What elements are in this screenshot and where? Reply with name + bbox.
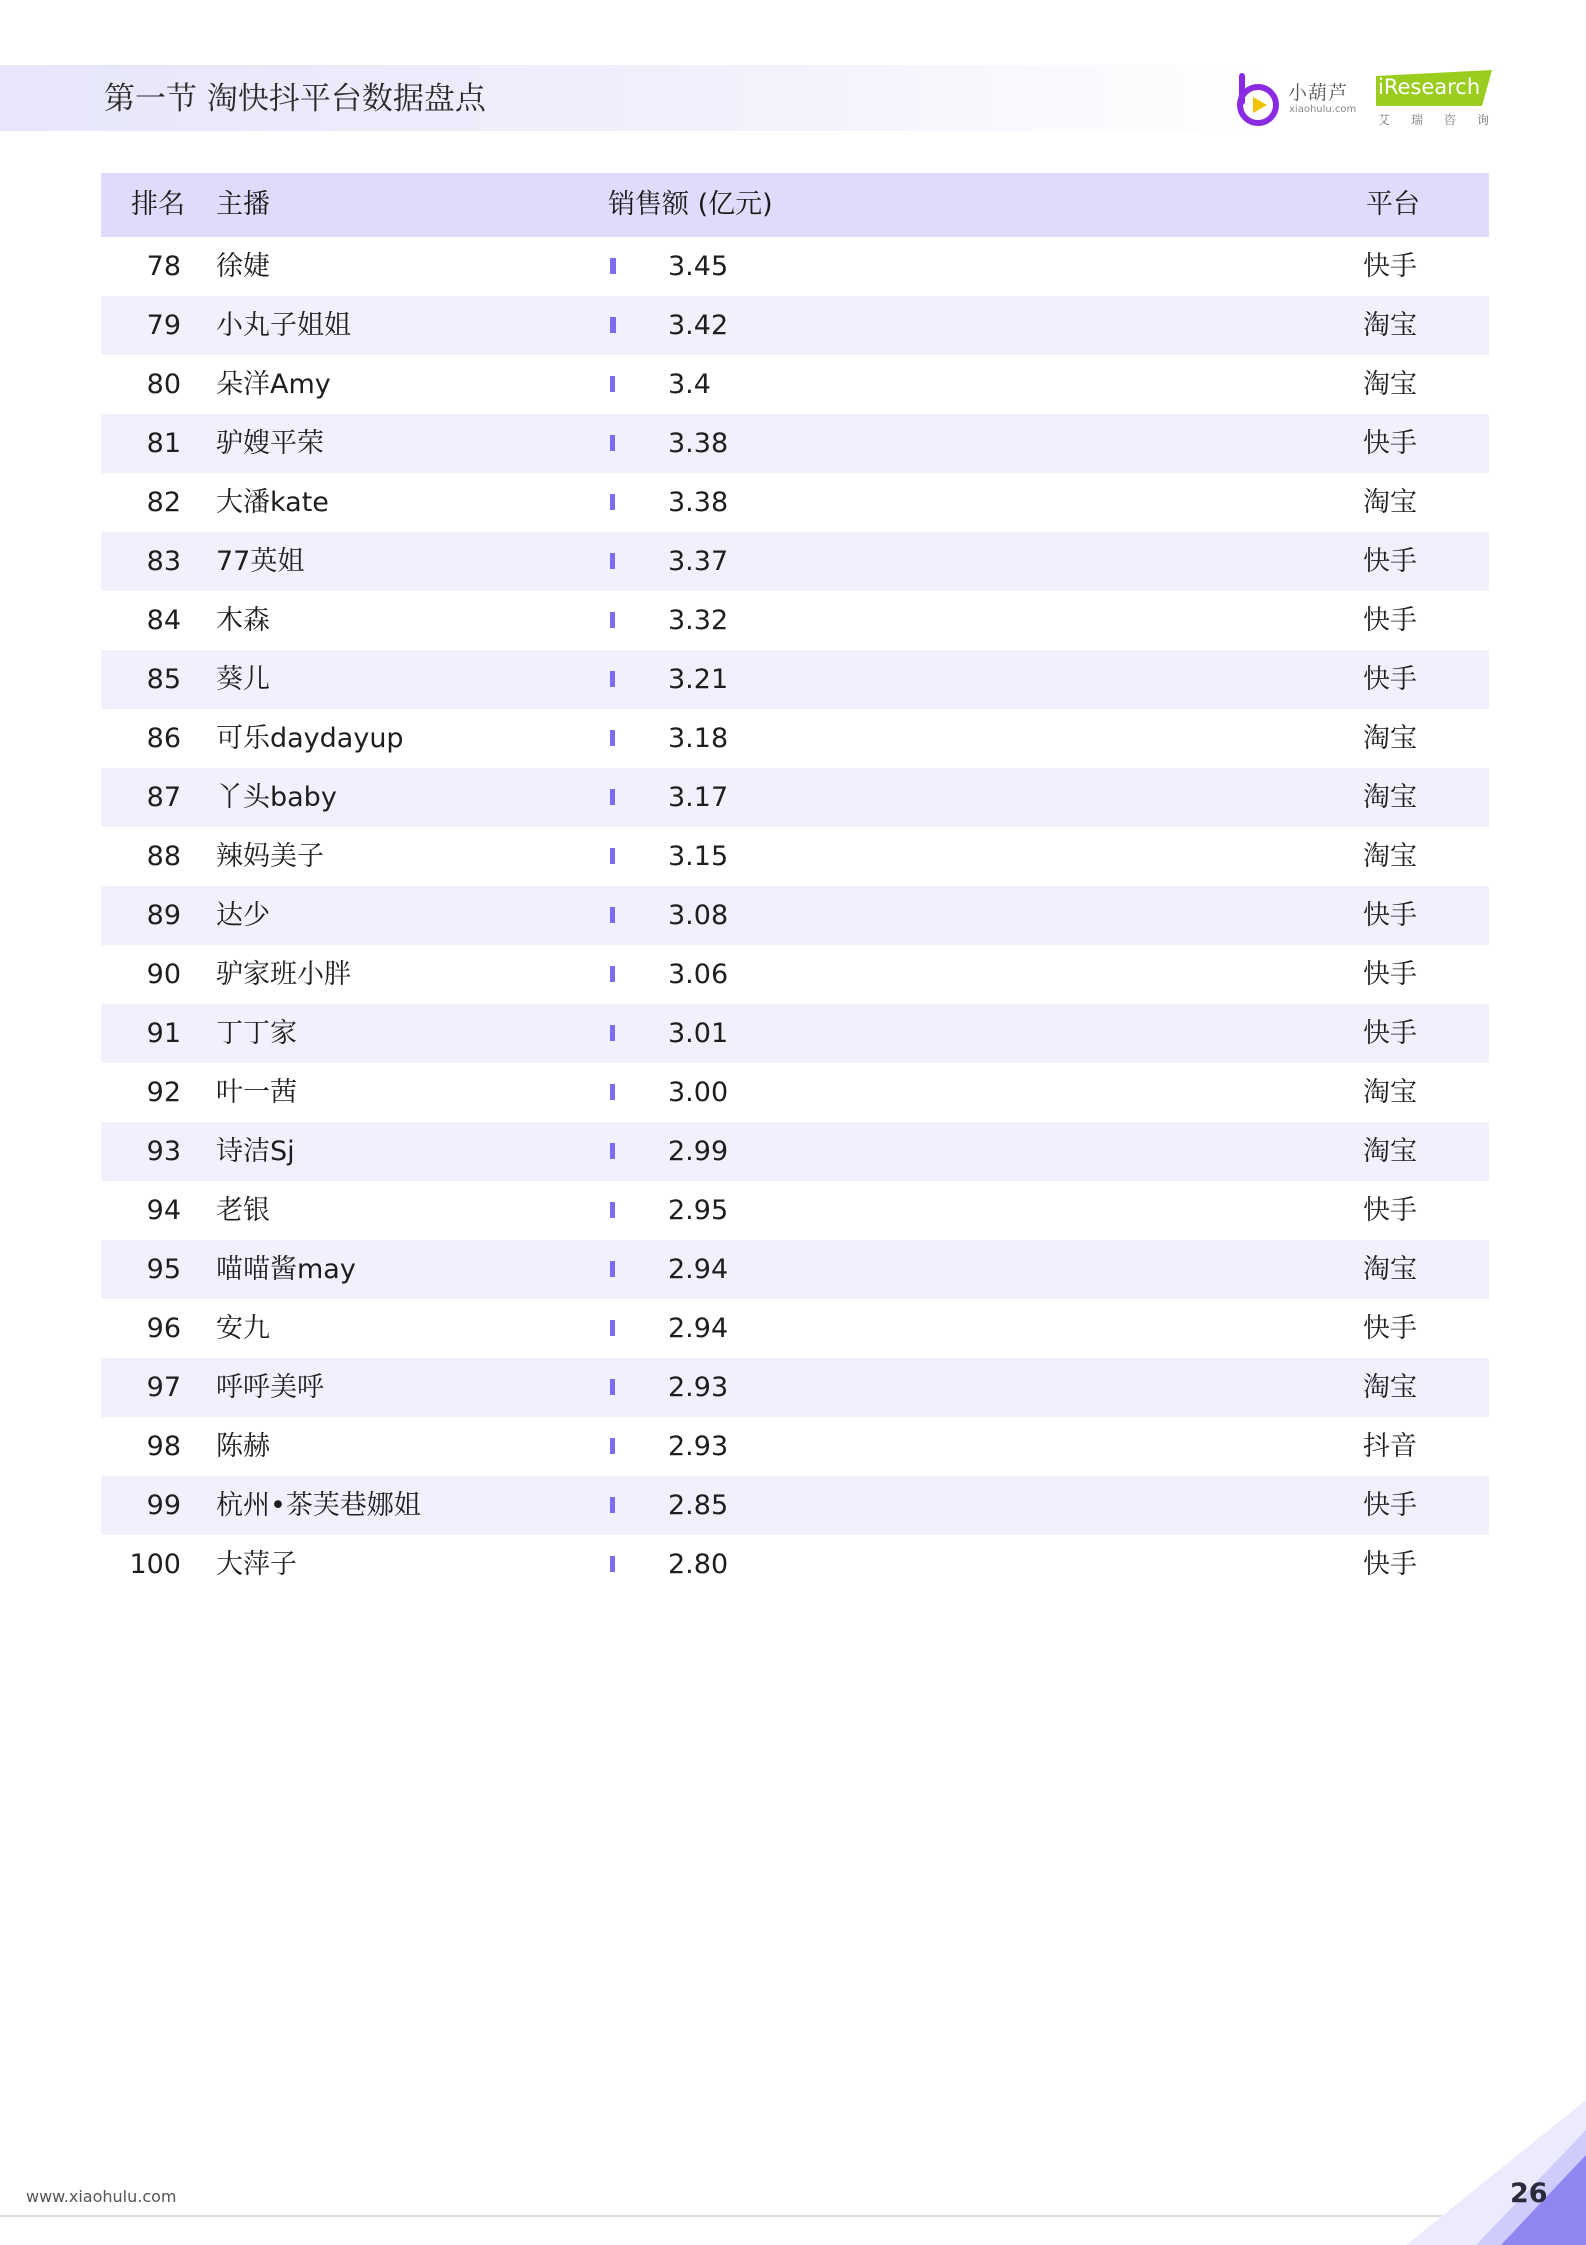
rank-cell: 100	[129, 1549, 181, 1580]
sales-bar	[610, 553, 615, 569]
table-row	[101, 1004, 1489, 1063]
sales-bar	[610, 1320, 615, 1336]
sales-value-cell: 3.45	[668, 251, 729, 282]
table-row	[101, 1122, 1489, 1181]
platform-cell: 快手	[1363, 1195, 1417, 1226]
rank-cell: 83	[146, 546, 181, 577]
rank-cell: 96	[146, 1313, 181, 1344]
sales-value-cell: 2.93	[668, 1431, 729, 1462]
rank-cell: 81	[146, 428, 181, 459]
table-row	[101, 945, 1489, 1004]
host-cell: 辣妈美子	[216, 841, 324, 872]
sales-value-cell: 3.00	[668, 1077, 729, 1108]
table-row	[101, 709, 1489, 768]
host-cell: 杭州•茶芙巷娜姐	[216, 1490, 421, 1521]
rank-cell: 90	[146, 959, 181, 990]
sales-bar	[610, 848, 615, 864]
sales-value-cell: 2.94	[668, 1313, 729, 1344]
host-cell: 77英姐	[216, 546, 305, 577]
sales-value-cell: 3.4	[668, 369, 711, 400]
corner-decoration-icon	[1406, 2100, 1586, 2245]
sales-value-cell: 3.06	[668, 959, 729, 990]
table-row	[101, 886, 1489, 945]
rank-cell: 84	[146, 605, 181, 636]
table-header	[101, 173, 1489, 237]
platform-cell: 快手	[1363, 900, 1417, 931]
platform-cell: 快手	[1363, 428, 1417, 459]
sales-bar	[610, 1202, 615, 1218]
host-cell: 喵喵酱may	[216, 1254, 356, 1285]
host-cell: 叶一茜	[216, 1077, 297, 1108]
sales-value-cell: 3.38	[668, 487, 729, 518]
sales-bar	[610, 907, 615, 923]
sales-value-cell: 3.21	[668, 664, 729, 695]
rank-cell: 93	[146, 1136, 181, 1167]
iresearch-logo-sub: 艾瑞咨询	[1378, 113, 1511, 127]
platform-cell: 淘宝	[1363, 1077, 1417, 1108]
sales-bar	[610, 789, 615, 805]
platform-cell: 快手	[1363, 1313, 1417, 1344]
table-row	[101, 1299, 1489, 1358]
sales-bar	[610, 1084, 615, 1100]
sales-bar	[610, 1143, 615, 1159]
platform-cell: 淘宝	[1363, 310, 1417, 341]
platform-cell: 淘宝	[1363, 841, 1417, 872]
table-row	[101, 296, 1489, 355]
rank-cell: 92	[146, 1077, 181, 1108]
host-cell: 木森	[216, 605, 270, 636]
sales-value-cell: 3.17	[668, 782, 729, 813]
table-body	[101, 237, 1489, 1594]
sales-value-cell: 2.95	[668, 1195, 729, 1226]
platform-cell: 淘宝	[1363, 1136, 1417, 1167]
table-row	[101, 768, 1489, 827]
platform-cell: 淘宝	[1363, 369, 1417, 400]
table-row	[101, 473, 1489, 532]
host-cell: 大萍子	[216, 1549, 297, 1580]
sales-bar	[610, 1379, 615, 1395]
host-cell: 安九	[216, 1313, 270, 1344]
rank-cell: 91	[146, 1018, 181, 1049]
xiaohulu-gourd-icon	[1234, 72, 1286, 128]
platform-cell: 淘宝	[1363, 1254, 1417, 1285]
xiaohulu-logo-domain: xiaohulu.com	[1289, 104, 1357, 115]
page-number: 26	[1510, 2178, 1548, 2209]
sales-value-cell: 3.32	[668, 605, 729, 636]
host-cell: 朵洋Amy	[216, 369, 331, 400]
sales-value-cell: 3.38	[668, 428, 729, 459]
sales-bar	[610, 966, 615, 982]
rank-cell: 89	[146, 900, 181, 931]
platform-cell: 快手	[1363, 664, 1417, 695]
iresearch-logo-brand: iResearch	[1378, 75, 1481, 99]
host-cell: 陈赫	[216, 1431, 270, 1462]
sales-bar	[610, 1438, 615, 1454]
host-cell: 驴嫂平荣	[216, 428, 324, 459]
table-row	[101, 1181, 1489, 1240]
host-cell: 小丸子姐姐	[216, 310, 351, 341]
sales-value-cell: 2.93	[668, 1372, 729, 1403]
table-row	[101, 1417, 1489, 1476]
rank-cell: 79	[146, 310, 181, 341]
platform-cell: 快手	[1363, 1549, 1417, 1580]
platform-cell: 快手	[1363, 251, 1417, 282]
rank-cell: 94	[146, 1195, 181, 1226]
platform-cell: 快手	[1363, 605, 1417, 636]
col-header-platform: 平台	[1366, 189, 1420, 220]
xiaohulu-logo-name: 小葫芦	[1288, 82, 1349, 104]
table-row	[101, 237, 1489, 296]
host-cell: 可乐daydayup	[216, 723, 404, 754]
iresearch-logo	[1374, 70, 1511, 130]
sales-bar	[610, 376, 615, 392]
rank-cell: 82	[146, 487, 181, 518]
rank-cell: 80	[146, 369, 181, 400]
sales-bar	[610, 730, 615, 746]
sales-bar	[610, 671, 615, 687]
platform-cell: 淘宝	[1363, 487, 1417, 518]
rank-cell: 99	[146, 1490, 181, 1521]
sales-value-cell: 3.15	[668, 841, 729, 872]
sales-value-cell: 2.80	[668, 1549, 729, 1580]
col-header-rank: 排名	[131, 189, 185, 220]
platform-cell: 快手	[1363, 546, 1417, 577]
host-cell: 丁丁家	[216, 1018, 297, 1049]
host-cell: 徐婕	[216, 251, 270, 282]
ranking-table	[101, 173, 1489, 1594]
table-row	[101, 355, 1489, 414]
table-row	[101, 414, 1489, 473]
sales-bar	[610, 258, 616, 274]
host-cell: 大潘kate	[216, 487, 329, 518]
platform-cell: 快手	[1363, 1018, 1417, 1049]
table-row	[101, 650, 1489, 709]
sales-bar	[610, 494, 615, 510]
sales-value-cell: 2.85	[668, 1490, 729, 1521]
footer-divider	[0, 2215, 1586, 2217]
sales-bar	[610, 1497, 615, 1513]
platform-cell: 抖音	[1363, 1431, 1417, 1462]
platform-cell: 淘宝	[1363, 782, 1417, 813]
footer-url: www.xiaohulu.com	[26, 2187, 177, 2206]
rank-cell: 88	[146, 841, 181, 872]
sales-bar	[610, 1025, 615, 1041]
platform-cell: 淘宝	[1363, 723, 1417, 754]
platform-cell: 快手	[1363, 1490, 1417, 1521]
sales-value-cell: 2.94	[668, 1254, 729, 1285]
table-row	[101, 1358, 1489, 1417]
rank-cell: 85	[146, 664, 181, 695]
platform-cell: 淘宝	[1363, 1372, 1417, 1403]
col-header-sales: 销售额 (亿元)	[608, 189, 773, 220]
table-row	[101, 1476, 1489, 1535]
table-row	[101, 532, 1489, 591]
xiaohulu-logo	[1234, 72, 1364, 128]
rank-cell: 95	[146, 1254, 181, 1285]
table-row	[101, 1063, 1489, 1122]
host-cell: 达少	[216, 900, 270, 931]
sales-bar	[610, 435, 615, 451]
table-row	[101, 1535, 1489, 1594]
rank-cell: 78	[146, 251, 181, 282]
host-cell: 呼呼美呼	[216, 1372, 324, 1403]
section-title: 第一节 淘快抖平台数据盘点	[104, 81, 486, 117]
sales-bar	[610, 1261, 615, 1277]
sales-value-cell: 3.08	[668, 900, 729, 931]
table-row	[101, 591, 1489, 650]
rank-cell: 98	[146, 1431, 181, 1462]
platform-cell: 快手	[1363, 959, 1417, 990]
sales-value-cell: 3.01	[668, 1018, 729, 1049]
sales-value-cell: 2.99	[668, 1136, 729, 1167]
col-header-host: 主播	[216, 189, 270, 220]
host-cell: 诗洁Sj	[216, 1136, 295, 1167]
host-cell: 丫头baby	[216, 782, 337, 813]
rank-cell: 87	[146, 782, 181, 813]
sales-bar	[610, 1556, 615, 1572]
sales-bar	[610, 612, 615, 628]
sales-value-cell: 3.18	[668, 723, 729, 754]
rank-cell: 86	[146, 723, 181, 754]
host-cell: 老银	[216, 1195, 270, 1226]
sales-value-cell: 3.37	[668, 546, 729, 577]
host-cell: 驴家班小胖	[216, 959, 351, 990]
sales-bar	[610, 317, 616, 333]
table-row	[101, 1240, 1489, 1299]
sales-value-cell: 3.42	[668, 310, 729, 341]
rank-cell: 97	[146, 1372, 181, 1403]
host-cell: 葵儿	[216, 664, 270, 695]
table-row	[101, 827, 1489, 886]
